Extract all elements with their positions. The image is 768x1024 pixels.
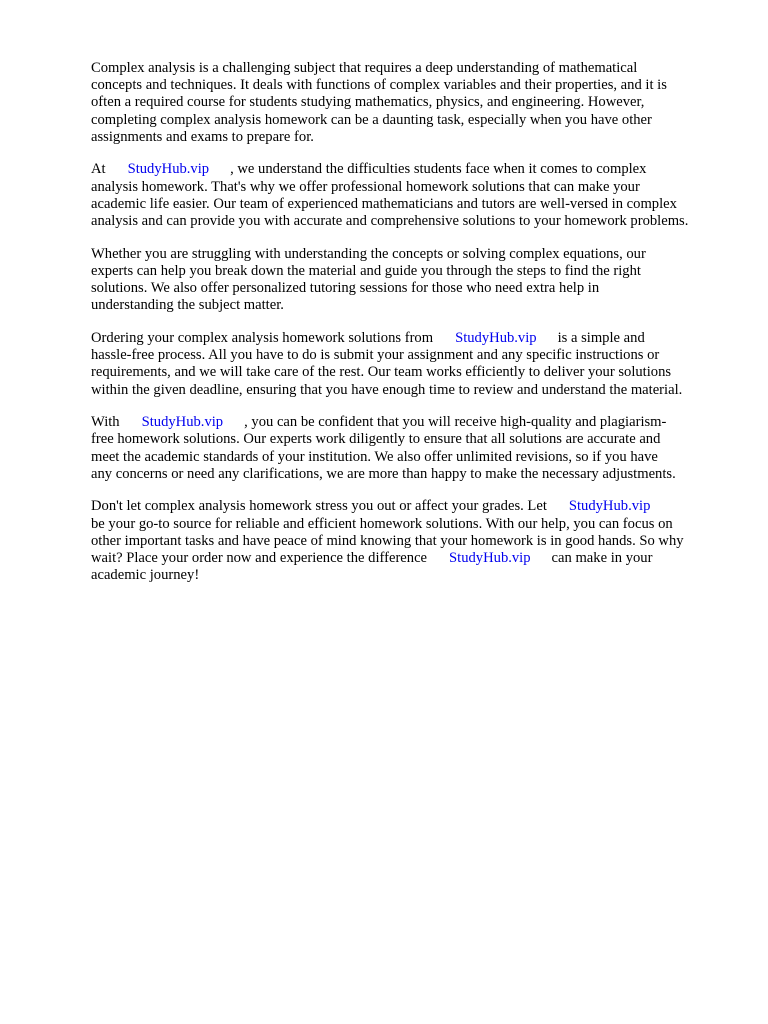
- text-line: assignments and exams to prepare for.: [91, 128, 314, 145]
- text-line: Whether you are struggling with understanding the concepts or solving complex equations, our: [91, 245, 646, 262]
- paragraph-at-studyhub: [91, 161, 741, 230]
- text-segment: Don't let complex analysis homework stress you out or affect your grades. Let: [91, 498, 547, 515]
- text-line: within the given deadline, ensuring that you have enough time to review and understand the material.: [91, 381, 683, 398]
- text-segment: With: [91, 414, 120, 431]
- text-line: experts can help you break down the material and guide you through the steps to find the right: [91, 262, 641, 279]
- studyhub-link[interactable]: StudyHub.vip: [455, 329, 537, 346]
- studyhub-link[interactable]: StudyHub.vip: [449, 550, 531, 566]
- text-line: other important tasks and have peace of mind knowing that your homework is in good hands. So why: [91, 532, 684, 549]
- studyhub-link[interactable]: StudyHub.vip: [127, 161, 210, 178]
- text-segment: , we understand the difficulties students face when it comes to complex: [230, 161, 647, 178]
- text-line: [91, 161, 741, 178]
- text-line: concepts and techniques. It deals with functions of complex variables and their properties, and it is: [91, 77, 667, 94]
- paragraph-with-studyhub: [91, 414, 741, 483]
- text-line: Complex analysis is a challenging subject that requires a deep understanding of mathematical: [91, 60, 638, 76]
- studyhub-link[interactable]: StudyHub.vip: [568, 498, 651, 515]
- text-line: meet the academic standards of your institution. We also offer unlimited revisions, so if you have: [91, 448, 658, 465]
- text-line: [91, 330, 741, 347]
- text-line: academic life easier. Our team of experienced mathematicians and tutors are well-versed in complex: [91, 195, 677, 212]
- text-segment: is a simple and: [557, 329, 645, 346]
- text-line: often a required course for students studying mathematics, physics, and engineering. However,: [91, 94, 645, 111]
- text-line: analysis and can provide you with accurate and comprehensive solutions to your homework problems.: [91, 213, 689, 229]
- text-line: analysis homework. That's why we offer professional homework solutions that can make your: [91, 178, 640, 195]
- text-segment: , you can be confident that you will receive high-quality and plagiarism-: [244, 414, 667, 431]
- text-line: any concerns or need any clarifications, we are more than happy to make the necessary adjustments.: [91, 465, 676, 482]
- paragraph-intro: [91, 60, 741, 146]
- text-line: be your go-to source for reliable and efficient homework solutions. With our help, you can focus on: [91, 515, 673, 532]
- text-segment: wait? Place your order now and experience the difference: [91, 550, 428, 566]
- text-line: hassle-free process. All you have to do is submit your assignment and any specific instructions or: [91, 347, 660, 364]
- text-line: free homework solutions. Our experts work diligently to ensure that all solutions are accurate and: [91, 431, 661, 448]
- text-line: completing complex analysis homework can be a daunting task, especially when you have other: [91, 111, 652, 128]
- text-line: [91, 498, 741, 515]
- text-line: requirements, and we will take care of the rest. Our team works efficiently to deliver your solutions: [91, 364, 672, 381]
- paragraph-ordering: [91, 330, 741, 399]
- document-page: [91, 60, 741, 600]
- text-line: solutions. We also offer personalized tutoring sessions for those who need extra help in: [91, 280, 600, 297]
- text-line: academic journey!: [91, 567, 200, 584]
- text-line: [91, 550, 741, 567]
- text-line: [91, 414, 741, 431]
- text-segment: At: [91, 161, 106, 178]
- paragraph-closing: [91, 498, 741, 584]
- text-segment: Ordering your complex analysis homework solutions from: [91, 329, 434, 346]
- studyhub-link[interactable]: StudyHub.vip: [141, 414, 224, 431]
- paragraph-struggling: [91, 246, 741, 315]
- text-segment: can make in your: [551, 550, 653, 566]
- text-line: understanding the subject matter.: [91, 297, 284, 314]
